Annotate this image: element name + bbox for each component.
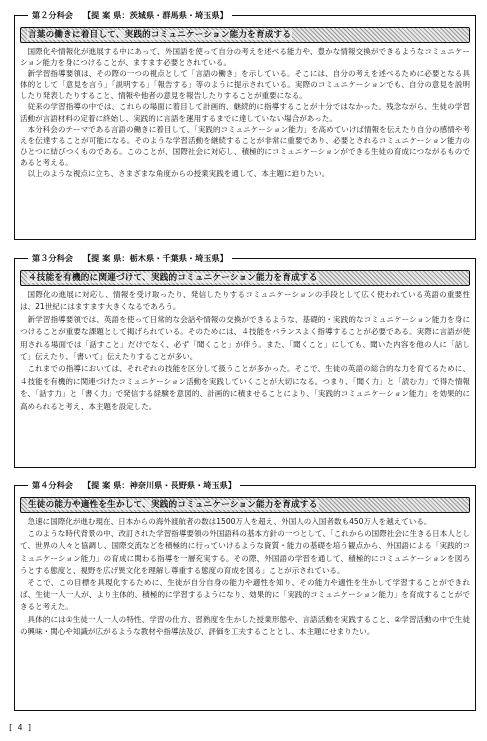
- section-3rd-subcommittee: [14, 251, 476, 468]
- theme-text: 生徒の能力や適性を生かして、実践的コミュニケーション能力を育成する: [28, 500, 318, 510]
- proposing-prefectures: 【提 案 県：茨城県・群馬県・埼玉県】: [82, 10, 228, 20]
- subcommittee-label: 第３分科会: [32, 253, 73, 263]
- theme-text: ４技能を有機的に関連づけて、実践的コミュニケーション能力を育成する: [28, 273, 318, 283]
- section-4th-subcommittee: [14, 478, 476, 711]
- section-2nd-subcommittee: [14, 8, 476, 240]
- paragraph: 従来の学習指導の中では、これらの場面に着目して計画的、継続的に指導することが十分ではなかった。残念ながら、生徒の学習活動が言語材料の定着に終始し、実践的に言語を運用するまでに達していない場合があった。: [20, 102, 470, 123]
- section-body: [20, 46, 470, 179]
- paragraph: 以上のような視点に立ち、さまざまな角度からの授業実践を通して、本主題に迫りたい。: [27, 169, 330, 179]
- subcommittee-label: 第４分科会: [32, 480, 73, 490]
- paragraph: 具体的には①生徒一人一人の特性、学習の仕方、習熟度を生かした授業形態や、言語活動を実践すること、②学習活動の中で生徒の興味・関心や知識が広がるような教材や指導法及び、評価を工夫することとし、本主題にせまりたい。: [20, 614, 470, 636]
- paragraph: 新学習指導要領は、その際の一つの視点として「言語の働き」を示している。そこには、自分の考えを述べるために必要となる具体的として「意見を言う」「説明する」「報告する」等のように提示されている。実際のコミュニケーションでも、自分の意見を説明したり発表したりすること、情報や他者の意見を報告したりすることが重要になる。: [20, 69, 470, 101]
- paragraph: そこで、この目標を具現化するために、生徒が自分自身の能力や適性を知り、その能力や適性を生かして学習することができれば、生徒一人一人が、より主体的、積極的に学習するようになり、効果的に「実践的コミュニケーション能力」を育成することができると考えた。: [20, 578, 470, 612]
- proposing-prefectures: 【提 案 県：栃木県・千葉県・埼玉県】: [82, 253, 228, 263]
- paragraph: 国際化の進展に対応し、情報を受け取ったり、発信したりするコミュニケーションの手段として広く使われている英語の重要性は、21世紀にはますます大きくなるであろう。: [20, 290, 470, 312]
- proposing-prefectures: 【提 案 県：神奈川県・長野県・埼玉県】: [82, 480, 237, 490]
- theme-text: 言葉の働きに着目して、実践的コミュニケーション能力を育成する: [28, 30, 292, 40]
- theme-banner: [20, 270, 470, 286]
- section-body: [20, 516, 470, 638]
- theme-banner: [20, 27, 470, 43]
- paragraph: 本分科会のテーマである言語の働きに着目して、「実践的コミュニケーション能力」を高めていけば情報を伝えたり自分の感情や考えを伝達することが可能になる。そのような学習活動を継続することが非常に重要であり、必要とされるコミュニケーション能力のひとつに結びつくものである。このことが、国際社会に対応し、積極的にコミュニケーションができる生徒の育成につながるものであると考える。: [20, 124, 470, 167]
- paragraph: これまでの指導においては、それぞれの技能を区分して扱うことが多かった。そこで、生徒の英語の総合的な力を育てるために、４技能を有機的に関連づけたコミュニケーション活動を実践していくことが大切になる。つまり、「聞く力」と「読む力」で得た情報を、「話す力」と「書く力」で発信する経験を意図的、計画的に積ませることにより、「実践的コミュニケーション能力」を効果的に高められると考え、本主題を設定した。: [20, 364, 470, 411]
- theme-banner: [20, 497, 470, 513]
- paragraph: このような時代背景の中、改訂された学習指導要領の外国語科の基本方針の一つとして、「これからの国際社会に生きる日本人として、世界の人々と協調し、国際交流などを積極的に行っていけるような資質・能力の基礎を培う観点から、外国語による「実践的コミュニケーション能力」の育成に関わる指導を一層充実する。その際、外国語の学習を通して、積極的にコミュニケーションを図ろうとする態度と、視野を広げ異文化を理解し尊重する態度の育成を図る」ことが示されている。: [20, 529, 470, 575]
- paragraph: 国際化や情報化が進展する中にあって、外国語を使って自分の考えを述べる能力や、豊かな情報交換ができるようなコミュニケーション能力を身につけることが、ますます必要とされている。: [20, 47, 470, 68]
- paragraph: 急速に国際化が進む現在、日本からの海外渡航者の数は1500万人を超え、外国人の入国者数も450万人を越えている。: [27, 517, 432, 526]
- paragraph: 新学習指導要領では、英語を使って日常的な会話や情報の交換ができるような、基礎的・実践的なコミュニケーション能力を身につけることが重要な課題として掲げられている。そのためには、４技能をバランスよく指導することが必要である。実際に言語が使用される場面では「話すこと」だけでなく、必ず「聞くこと」が伴う。また、「聞くこと」にしても、聞いた内容を他の人に「話して」伝えたり、「書いて」伝えたりすることが多い。: [20, 314, 470, 362]
- page-number: [ 4 ]: [8, 723, 33, 732]
- subcommittee-label: 第２分科会: [32, 10, 73, 20]
- section-body: [20, 289, 470, 413]
